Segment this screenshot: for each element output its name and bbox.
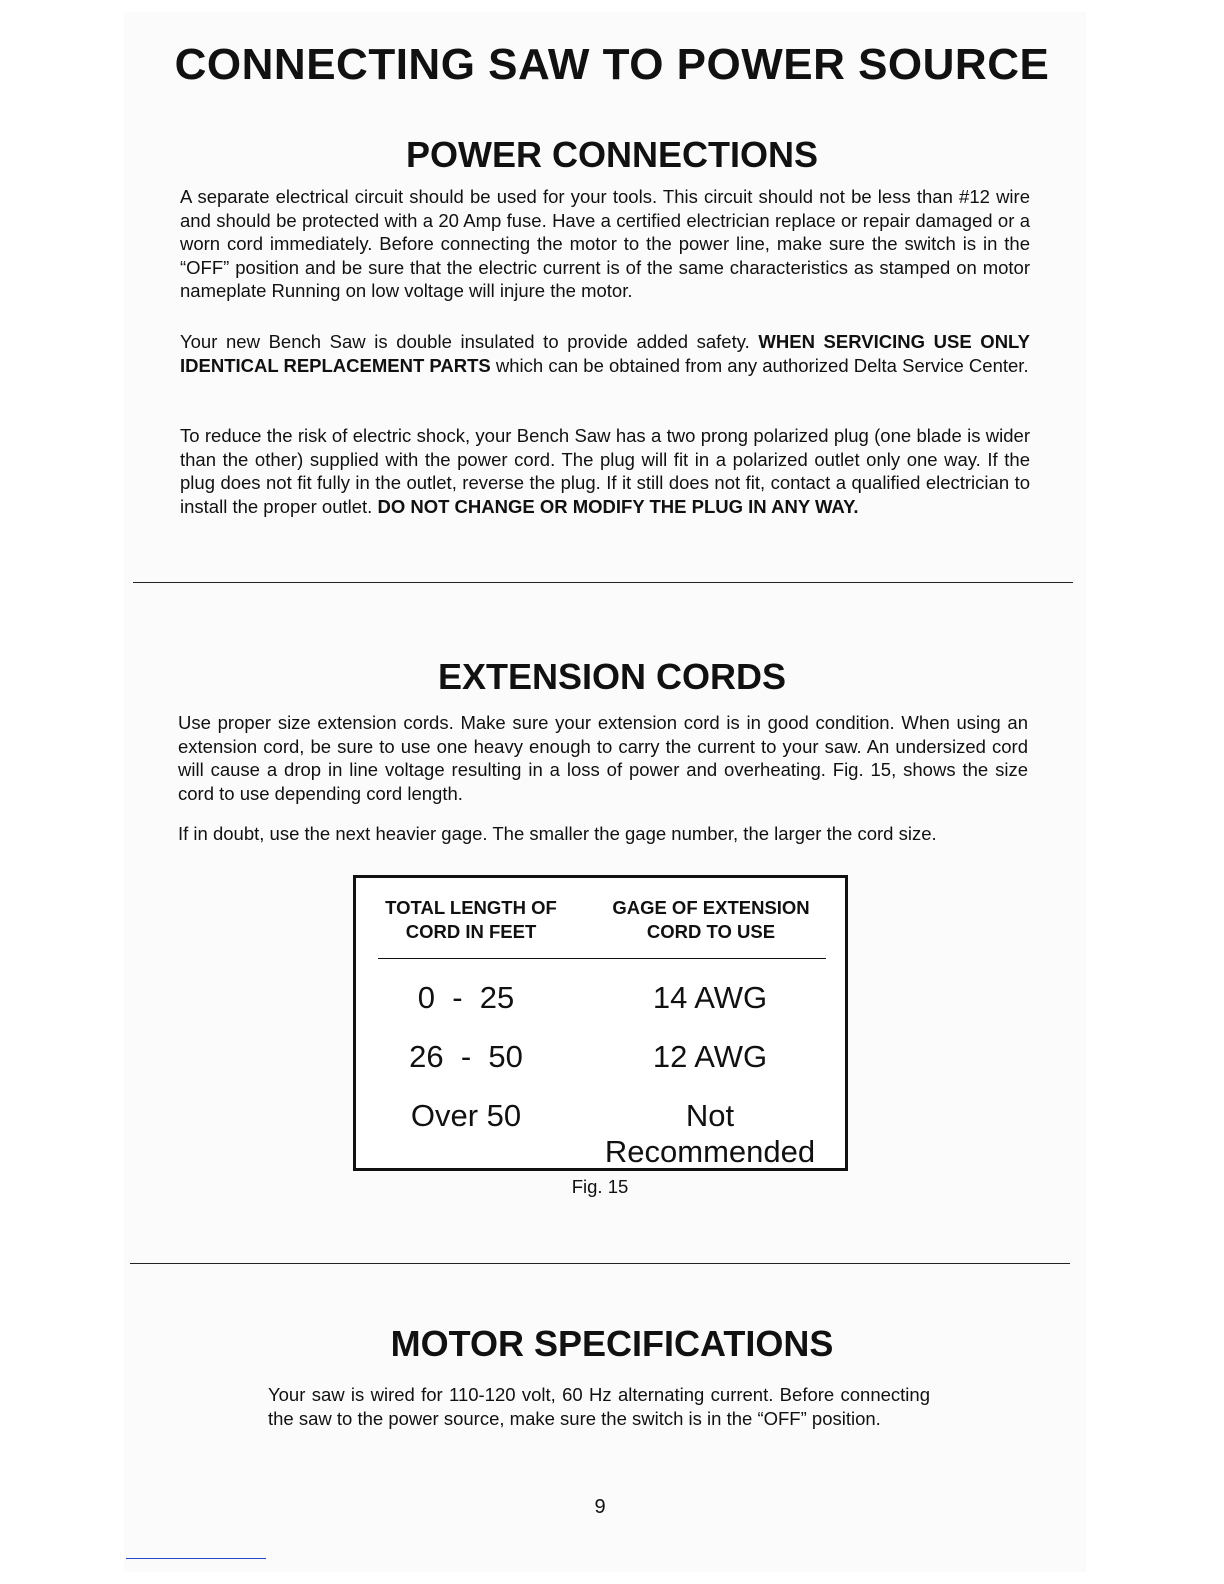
page-number: 9 xyxy=(594,1496,606,1518)
extension-cords-paragraph-1: Use proper size extension cords. Make sure your extension cord is in good condition. When using an extension cord, be sure to use one heavy enough to carry the current to your saw. An undersized cord will cause a drop in line voltage resulting in a loss of power and overheating. Fig. 15, shows the size cord to use depending cord length. xyxy=(178,712,1028,804)
table-cell-gage: 12 AWG xyxy=(652,1039,768,1074)
table-cell-length: 0 - 25 xyxy=(417,980,515,1015)
table-header-gage-line2: CORD TO USE xyxy=(646,921,776,942)
p2-text-end: which can be obtained from any authorized Delta Service Center. xyxy=(490,354,1029,376)
motor-specifications-heading: MOTOR SPECIFICATIONS xyxy=(390,1323,834,1364)
p2-bold-warning: WHEN SERVICING USE ONLY IDENTICAL REPLACEMENT PARTS xyxy=(180,331,1030,376)
table-header-length-line1: TOTAL LENGTH OF xyxy=(385,897,557,918)
power-connections-paragraph-3 xyxy=(180,424,1030,518)
extension-cords-heading: EXTENSION CORDS xyxy=(437,656,787,697)
extension-cords-paragraph-2: If in doubt, use the next heavier gage. The smaller the gage number, the larger the cord size. xyxy=(178,823,937,844)
motor-specifications-paragraph: Your saw is wired for 110-120 volt, 60 Hz alternating current. Before connecting the saw to the power source, make sure the switch is in the “OFF” position. xyxy=(268,1384,930,1429)
section-divider xyxy=(133,582,1073,583)
table-cell-gage: 14 AWG xyxy=(652,980,768,1015)
figure-caption: Fig. 15 xyxy=(571,1176,629,1197)
p2-text-start: Your new Bench Saw is double insulated to provide added safety. xyxy=(180,331,759,352)
table-header-divider xyxy=(378,958,826,959)
page-title: CONNECTING SAW TO POWER SOURCE xyxy=(174,40,1050,89)
table-header-gage xyxy=(586,896,836,944)
table-cell-length: Over 50 xyxy=(410,1098,522,1133)
table-header-length xyxy=(366,896,576,944)
table-cell-gage: Not Recommended xyxy=(604,1098,816,1169)
power-connections-paragraph-2 xyxy=(180,330,1030,377)
table-header-gage-line1: GAGE OF EXTENSION xyxy=(612,897,810,918)
p3-bold-warning: DO NOT CHANGE OR MODIFY THE PLUG IN ANY WAY. xyxy=(377,495,859,517)
p3-text-start: To reduce the risk of electric shock, your Bench Saw has a two prong polarized plug (one blade is wider than the other) supplied with the power cord. The plug will fit in a polarized outlet only one way. If the plug does not fit fully in the outlet, reverse the plug. If it still does not fit, contact a qualified electrician to install the proper outlet. xyxy=(180,425,1030,517)
table-cell-length: 26 - 50 xyxy=(409,1039,523,1074)
power-connections-paragraph-1: A separate electrical circuit should be used for your tools. This circuit should not be less than #12 wire and should be protected with a 20 Amp fuse. Have a certified electrician replace or repair damaged or a worn cord immediately. Before connecting the motor to the power line, make sure the switch is in the “OFF” position and be sure that the electric current is of the same characteristics as stamped on motor nameplate Running on low voltage will injure the motor. xyxy=(180,186,1030,301)
power-connections-heading: POWER CONNECTIONS xyxy=(405,134,818,175)
table-header-length-line2: CORD IN FEET xyxy=(405,921,537,942)
section-divider xyxy=(130,1263,1070,1264)
decorative-line xyxy=(126,1558,266,1559)
extension-cord-table xyxy=(353,875,848,1171)
